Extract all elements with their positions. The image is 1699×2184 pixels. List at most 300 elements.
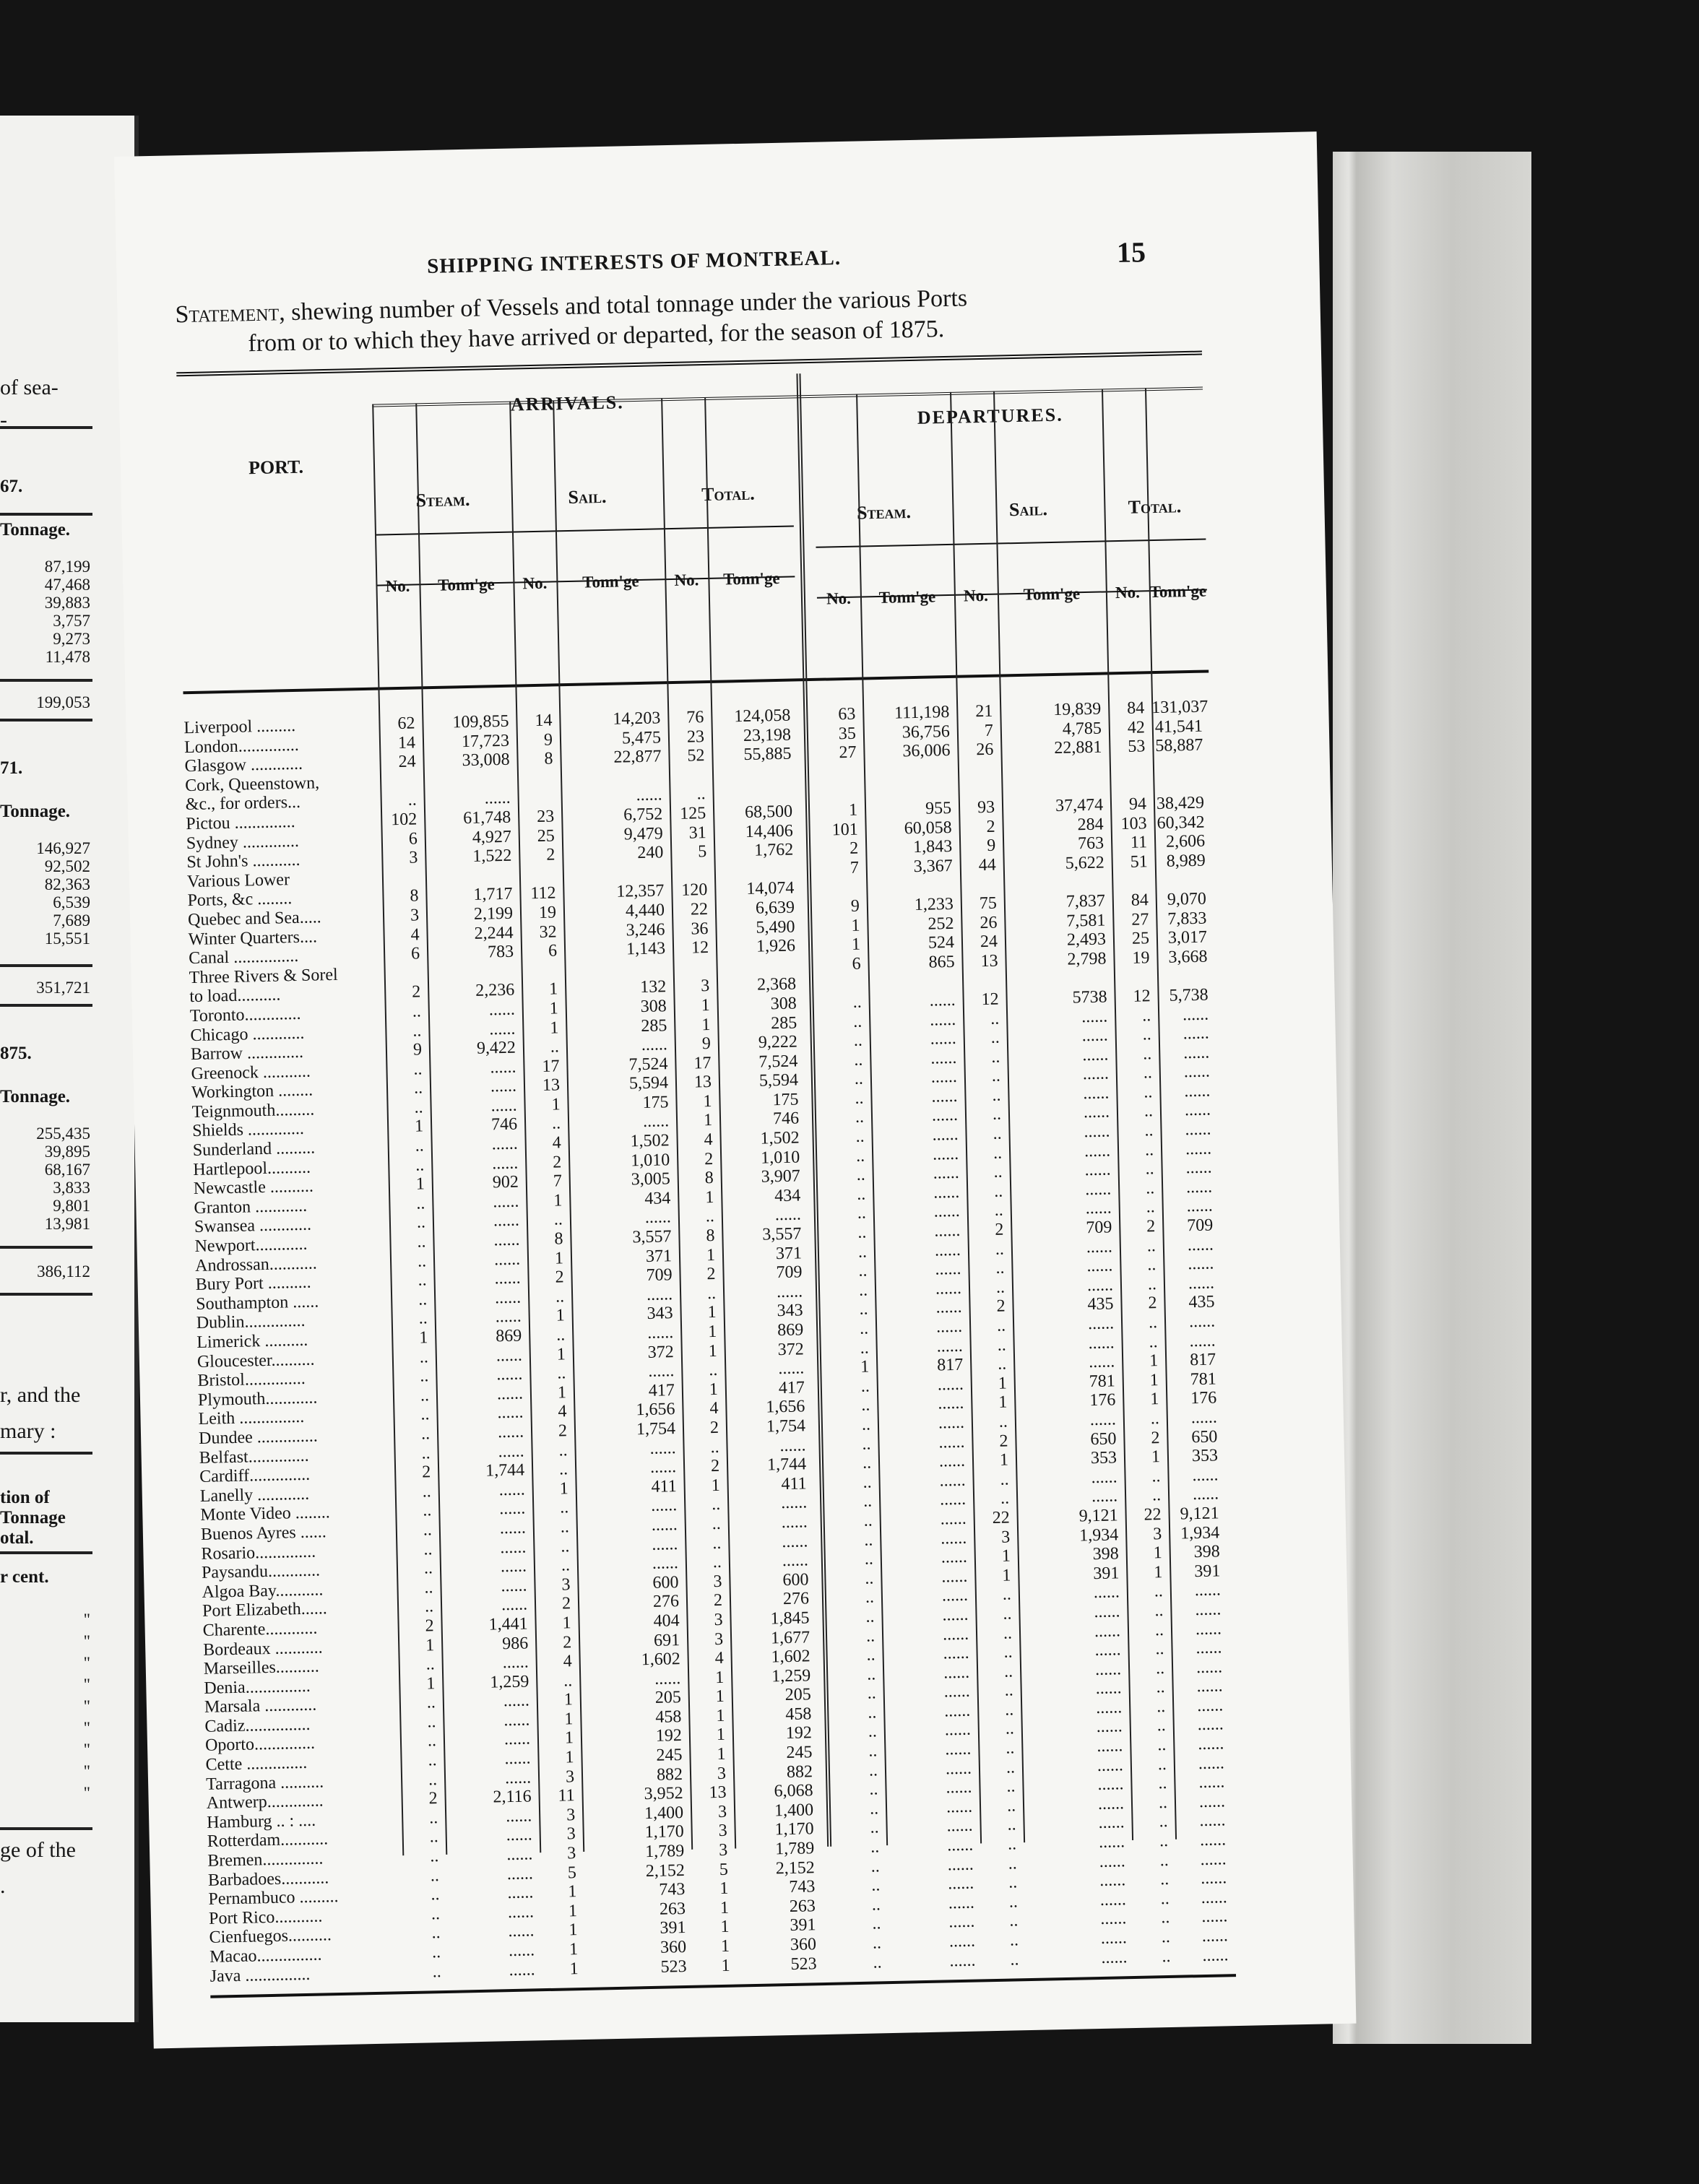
departures-total-tonnage: ...... xyxy=(1182,1005,1209,1024)
arrivals-total-no: 1 xyxy=(703,1091,712,1112)
departures-sail-no: .. xyxy=(992,1086,1001,1105)
arrivals-steam-no xyxy=(382,867,418,868)
departures-steam-no: 1 xyxy=(851,916,860,935)
departures-total-tonnage: ...... xyxy=(1196,1696,1224,1715)
departures-total-no: .. xyxy=(1159,1870,1170,1889)
left-page-text-14: 92,502 xyxy=(44,857,90,875)
arrivals-sail-tonnage: 1,143 xyxy=(626,939,666,959)
departures-steam-tonnage: ...... xyxy=(946,1816,973,1836)
arrivals-steam-tonnage: ...... xyxy=(503,1691,530,1711)
departures-steam-tonnage: ...... xyxy=(947,1855,974,1875)
no-header: No. xyxy=(1115,583,1141,602)
port-name: Buenos Ayres ...... xyxy=(200,1522,327,1544)
arrivals-sail-tonnage: 276 xyxy=(652,1592,680,1612)
departures-total-no: 3 xyxy=(1152,1524,1162,1543)
arrivals-steam-tonnage: ...... xyxy=(495,1306,522,1327)
departures-total-no: .. xyxy=(1155,1639,1164,1659)
departures-steam-tonnage: ...... xyxy=(938,1451,966,1471)
departures-total-tonnage: 60,342 xyxy=(1157,812,1205,833)
arrivals-steam-no: .. xyxy=(430,1866,440,1886)
arrivals-sail-tonnage: 14,203 xyxy=(613,708,661,729)
departures-steam-no: .. xyxy=(865,1587,875,1608)
port-name: Newcastle .......... xyxy=(193,1176,314,1199)
arrivals-sail-no: 2 xyxy=(558,1421,568,1441)
port-name: to load.......... xyxy=(189,985,281,1007)
left-page-rule xyxy=(0,426,92,429)
port-name: Dundee .............. xyxy=(198,1426,319,1448)
arrivals-total-no: 5 xyxy=(719,1860,729,1879)
arrivals-sail-tonnage: 458 xyxy=(655,1707,682,1727)
arrivals-steam-tonnage: 746 xyxy=(490,1115,518,1135)
left-page-text-11: 71. xyxy=(0,758,23,778)
arrivals-sail-no: 3 xyxy=(567,1844,576,1863)
arrivals-steam-no: .. xyxy=(421,1443,431,1463)
arrivals-total-tonnage: 192 xyxy=(785,1723,813,1743)
departures-sail-tonnage: ...... xyxy=(1099,1890,1127,1910)
left-page-text-31: tion of xyxy=(0,1488,50,1507)
arrivals-total-tonnage: 3,557 xyxy=(762,1224,802,1244)
arrivals-steam-tonnage: 986 xyxy=(501,1633,529,1653)
arrivals-steam-no: .. xyxy=(431,1923,441,1943)
arrivals-steam-no: 6 xyxy=(408,829,418,849)
departures-sail-tonnage: ...... xyxy=(1094,1640,1121,1660)
departures-sail-tonnage: 5738 xyxy=(1072,987,1107,1008)
departures-total-tonnage: ...... xyxy=(1201,1926,1229,1946)
port-name: Rotterdam........... xyxy=(207,1829,329,1852)
arrivals-total-tonnage: ...... xyxy=(782,1531,808,1551)
departures-total-no: .. xyxy=(1144,1140,1154,1160)
departures-sail-tonnage: ...... xyxy=(1098,1813,1125,1833)
arrivals-sail-tonnage: 1,754 xyxy=(636,1419,676,1439)
arrivals-steam-no: .. xyxy=(427,1731,437,1751)
port-name: Chicago ............ xyxy=(190,1023,305,1045)
departures-sail-tonnage: ...... xyxy=(1094,1602,1120,1621)
arrivals-total-tonnage: 434 xyxy=(774,1186,801,1206)
departures-steam-no: .. xyxy=(864,1549,874,1569)
departures-steam-no: .. xyxy=(869,1780,878,1799)
arrivals-sail-no: 4 xyxy=(563,1652,572,1671)
departures-steam-no xyxy=(821,781,857,782)
arrivals-steam-no: .. xyxy=(427,1712,436,1732)
departures-total-no: 94 xyxy=(1128,794,1147,814)
departures-total-tonnage: 353 xyxy=(1191,1446,1219,1466)
arrivals-steam-no: .. xyxy=(416,1194,425,1213)
running-head: SHIPPING INTERESTS OF MONTREAL. xyxy=(426,246,842,278)
arrivals-total-tonnage: 1,754 xyxy=(766,1416,806,1436)
arrivals-sail-no: 6 xyxy=(548,941,558,961)
departures-sail-no: .. xyxy=(993,1182,1003,1201)
arrivals-sail-no: 1 xyxy=(557,1383,567,1403)
shipping-table xyxy=(176,351,1237,2062)
arrivals-total-no: 1 xyxy=(711,1476,720,1495)
arrivals-total-no: 120 xyxy=(681,880,708,901)
left-page-text-19: 351,721 xyxy=(36,979,90,997)
departures-steam-no: .. xyxy=(852,992,862,1012)
arrivals-steam-tonnage: ...... xyxy=(504,1768,532,1788)
departures-total-tonnage: ...... xyxy=(1194,1580,1222,1600)
port-name: Quebec and Sea..... xyxy=(187,908,321,930)
departures-total-tonnage: 650 xyxy=(1191,1427,1218,1447)
left-page-text-45: . xyxy=(0,1874,6,1898)
departures-steam-tonnage: ...... xyxy=(929,1010,956,1030)
departures-sail-no: .. xyxy=(1007,1815,1016,1835)
arrivals-total-no: 76 xyxy=(686,708,704,727)
arrivals-total-no: 1 xyxy=(720,1918,730,1937)
departures-sail-no: .. xyxy=(991,1066,1001,1086)
left-page-text-39: " xyxy=(83,1697,90,1715)
departures-total-no: .. xyxy=(1159,1850,1169,1870)
arrivals-total-tonnage: ...... xyxy=(774,1205,802,1225)
departures-sail-no: 93 xyxy=(977,797,995,818)
departures-total-no: .. xyxy=(1141,1005,1151,1025)
departures-total-no: .. xyxy=(1151,1486,1162,1505)
arrivals-total-no: 31 xyxy=(688,823,706,843)
departures-sail-tonnage: ...... xyxy=(1081,1007,1108,1026)
departures-sail-no: .. xyxy=(1006,1738,1015,1758)
departures-steam-tonnage: ...... xyxy=(930,1048,957,1068)
arrivals-steam-tonnage: ...... xyxy=(490,1076,517,1096)
left-page-text-38: " xyxy=(83,1676,90,1694)
departures-total-tonnage: 3,017 xyxy=(1167,927,1208,948)
departures-steam-tonnage: ...... xyxy=(933,1164,959,1183)
departures-steam-no: .. xyxy=(855,1108,865,1127)
departures-total-no: .. xyxy=(1156,1696,1166,1717)
arrivals-steam-no: .. xyxy=(423,1501,432,1520)
left-page-rule xyxy=(0,1551,92,1554)
arrivals-total-no: 1 xyxy=(716,1725,726,1745)
arrivals-total-no: 3 xyxy=(717,1802,727,1821)
arrivals-steam-header: Steam. xyxy=(415,488,470,511)
departures-steam-tonnage: ...... xyxy=(933,1202,961,1222)
departures-sail-tonnage: ...... xyxy=(1100,1909,1127,1929)
departures-total-tonnage: 391 xyxy=(1194,1561,1221,1581)
departures-steam-tonnage: 865 xyxy=(928,952,955,972)
departures-steam-no: .. xyxy=(865,1607,875,1626)
arrivals-steam-no: 1 xyxy=(415,1174,425,1194)
arrivals-total-tonnage: 9,222 xyxy=(758,1032,798,1052)
departures-total-tonnage: ...... xyxy=(1198,1734,1224,1754)
arrivals-total-tonnage: 175 xyxy=(772,1090,799,1110)
departures-sail-tonnage: ...... xyxy=(1098,1832,1125,1852)
left-page-text-5: 47,468 xyxy=(44,576,90,594)
departures-sail-no: .. xyxy=(1008,1892,1019,1912)
arrivals-total-no: 3 xyxy=(714,1610,723,1629)
departures-total-tonnage: 5,738 xyxy=(1169,985,1209,1005)
departures-sail-no: 26 xyxy=(976,740,994,760)
arrivals-total-no: 1 xyxy=(716,1706,725,1725)
departures-total-tonnage: ...... xyxy=(1186,1196,1213,1216)
arrivals-steam-no: .. xyxy=(432,1962,441,1981)
arrivals-total-tonnage: 276 xyxy=(782,1589,810,1609)
arrivals-total-no: 3 xyxy=(718,1840,728,1860)
departures-sail-tonnage: ...... xyxy=(1086,1275,1114,1295)
port-name: Plymouth............ xyxy=(197,1388,318,1410)
departures-sail-no: .. xyxy=(1006,1796,1016,1816)
arrivals-steam-no: .. xyxy=(420,1405,430,1424)
port-name: Port Rico........... xyxy=(208,1907,323,1928)
departures-steam-tonnage: ...... xyxy=(948,1931,976,1951)
arrivals-sail-header: Sail. xyxy=(568,485,607,508)
departures-steam-tonnage: ...... xyxy=(948,1893,975,1913)
arrivals-total-tonnage: 709 xyxy=(776,1262,803,1283)
departures-total-tonnage: 398 xyxy=(1193,1542,1221,1562)
arrivals-sail-tonnage: 3,005 xyxy=(631,1169,671,1190)
departures-total-tonnage: 3,668 xyxy=(1168,947,1208,967)
departures-sail-tonnage: ...... xyxy=(1093,1582,1120,1603)
departures-total-no: .. xyxy=(1144,1101,1154,1121)
left-page-text-34: r cent. xyxy=(0,1567,49,1587)
departures-steam-no: .. xyxy=(862,1434,871,1454)
departures-total-no: 27 xyxy=(1131,909,1149,930)
departures-total-no: .. xyxy=(1158,1793,1168,1813)
arrivals-steam-tonnage: ...... xyxy=(498,1442,524,1461)
departures-sail-no: .. xyxy=(998,1412,1008,1431)
arrivals-sail-no: 112 xyxy=(530,883,556,904)
arrivals-steam-no: .. xyxy=(418,1309,428,1328)
departures-total-no: .. xyxy=(1146,1197,1156,1217)
departures-total-tonnage: ...... xyxy=(1184,1081,1211,1101)
departures-steam-no: 1 xyxy=(860,1357,870,1377)
arrivals-sail-tonnage: 417 xyxy=(648,1380,675,1400)
departures-sail-no: .. xyxy=(1010,1949,1019,1970)
arrivals-sail-tonnage: 1,502 xyxy=(630,1131,670,1151)
arrivals-total-tonnage: 14,406 xyxy=(745,821,793,841)
left-page-rule xyxy=(0,1827,92,1830)
departures-sail-no: 12 xyxy=(981,989,999,1010)
departures-steam-no: .. xyxy=(872,1914,881,1934)
port-name: Sunderland ......... xyxy=(192,1138,316,1161)
port-header: PORT. xyxy=(248,456,304,479)
caption-line-1: shewing number of Vessels and total tonnage under the various Ports xyxy=(285,285,968,326)
arrivals-sail-tonnage: 6,752 xyxy=(623,805,663,825)
departures-sail-no: .. xyxy=(1003,1604,1012,1624)
departures-steam-no: .. xyxy=(855,1146,865,1166)
arrivals-steam-tonnage: ...... xyxy=(497,1422,524,1442)
left-page-text-35: " xyxy=(83,1611,90,1629)
arrivals-total-no: 36 xyxy=(691,919,709,939)
departures-total-tonnage: 41,541 xyxy=(1154,716,1203,737)
departures-total-tonnage: 131,037 xyxy=(1151,697,1209,718)
departures-sail-no: 1 xyxy=(999,1450,1009,1470)
departures-total-tonnage: ...... xyxy=(1188,1273,1215,1294)
departures-total-no: .. xyxy=(1161,1908,1170,1928)
arrivals-sail-no: 2 xyxy=(562,1632,572,1652)
arrivals-sail-tonnage: 1,602 xyxy=(641,1650,680,1670)
arrivals-sail-no: 19 xyxy=(538,903,557,922)
departures-total-no: .. xyxy=(1147,1255,1157,1275)
arrivals-total-tonnage: 1,762 xyxy=(753,840,794,860)
arrivals-steam-tonnage: ...... xyxy=(494,1288,522,1308)
arrivals-sail-tonnage: 2,152 xyxy=(645,1860,686,1881)
arrivals-sail-tonnage: 1,400 xyxy=(644,1803,684,1824)
arrivals-steam-no: .. xyxy=(428,1808,438,1828)
departures-steam-no: .. xyxy=(858,1261,868,1281)
departures-total-no: 1 xyxy=(1150,1390,1159,1409)
arrivals-sail-no: 9 xyxy=(543,730,553,750)
arrivals-steam-no: .. xyxy=(418,1270,427,1290)
departures-sail-no: .. xyxy=(1006,1777,1016,1796)
arrivals-steam-no: .. xyxy=(413,1078,423,1098)
arrivals-sail-tonnage: ...... xyxy=(651,1515,678,1535)
arrivals-sail-tonnage: ...... xyxy=(647,1323,674,1343)
departures-total-tonnage: 9,070 xyxy=(1167,889,1207,909)
arrivals-sail-no: 5 xyxy=(567,1863,577,1883)
arrivals-total-no: 3 xyxy=(717,1764,727,1783)
arrivals-steam-tonnage: ...... xyxy=(502,1652,529,1673)
table-body xyxy=(183,697,1235,1986)
departures-total-tonnage: 781 xyxy=(1190,1369,1216,1389)
arrivals-total-no: .. xyxy=(706,1283,717,1303)
port-name: Charente............ xyxy=(202,1618,318,1640)
departures-steam-tonnage: ...... xyxy=(935,1317,963,1337)
arrivals-steam-no: .. xyxy=(429,1827,439,1847)
arrivals-sail-no: 1 xyxy=(551,1095,561,1114)
left-page-text-4: 87,199 xyxy=(44,558,90,576)
arrivals-steam-tonnage: ...... xyxy=(496,1384,524,1404)
departures-total-no: .. xyxy=(1146,1236,1157,1256)
port-name: Rosario.............. xyxy=(201,1542,316,1564)
arrivals-steam-tonnage: 109,855 xyxy=(452,711,509,732)
departures-sail-tonnage: 22,881 xyxy=(1054,737,1102,758)
arrivals-sail-no: 3 xyxy=(566,1806,576,1825)
arrivals-sail-no: .. xyxy=(563,1670,573,1691)
departures-steam-tonnage: ...... xyxy=(932,1144,959,1164)
arrivals-total-no: 3 xyxy=(713,1572,722,1591)
arrivals-steam-tonnage: ...... xyxy=(500,1556,527,1577)
arrivals-total-tonnage: 1,845 xyxy=(770,1608,810,1629)
departures-sail-no: .. xyxy=(994,1201,1004,1221)
arrivals-steam-no: 4 xyxy=(410,924,420,945)
departures-total-no: .. xyxy=(1142,1025,1151,1044)
departures-steam-tonnage: 3,367 xyxy=(913,856,954,876)
arrivals-total-no: 17 xyxy=(693,1053,712,1073)
arrivals-steam-tonnage: 1,744 xyxy=(485,1460,525,1481)
departures-sail-no: 9 xyxy=(986,836,996,856)
departures-sail-no: .. xyxy=(1005,1719,1015,1739)
departures-total-tonnage: 435 xyxy=(1188,1292,1215,1312)
arrivals-total-tonnage: 23,198 xyxy=(743,725,792,745)
departures-header: DEPARTURES. xyxy=(917,404,1063,428)
arrivals-sail-no: .. xyxy=(553,1210,563,1230)
arrivals-total-tonnage: 245 xyxy=(786,1743,813,1763)
arrivals-steam-no: .. xyxy=(425,1655,436,1674)
arrivals-total-no: 23 xyxy=(686,727,705,747)
arrivals-steam-no: 3 xyxy=(410,906,420,925)
arrivals-total-no: 4 xyxy=(714,1648,724,1668)
departures-steam-tonnage: ...... xyxy=(940,1528,967,1548)
departures-sail-no: 26 xyxy=(980,913,998,932)
arrivals-steam-tonnage: ...... xyxy=(491,1153,519,1174)
departures-steam-no: .. xyxy=(857,1204,867,1223)
arrivals-total-tonnage: 5,490 xyxy=(756,917,795,937)
departures-sail-no: .. xyxy=(1000,1488,1010,1509)
departures-total-tonnage: ...... xyxy=(1185,1177,1213,1197)
departures-total-no: 2 xyxy=(1151,1428,1160,1447)
arrivals-total-tonnage: 2,368 xyxy=(756,974,797,994)
departures-steam-no: .. xyxy=(855,1127,865,1146)
port-name: Belfast.............. xyxy=(199,1446,309,1468)
arrivals-sail-tonnage: ...... xyxy=(646,1285,673,1304)
port-name: Oporto.............. xyxy=(204,1734,316,1756)
departures-steam-no: .. xyxy=(863,1511,873,1530)
departures-total-no: 84 xyxy=(1130,890,1149,910)
arrivals-total-tonnage: 1,502 xyxy=(760,1128,800,1148)
departures-steam-tonnage: ...... xyxy=(939,1470,966,1491)
departures-steam-tonnage: ...... xyxy=(949,1951,976,1970)
arrivals-total-tonnage: 3,907 xyxy=(761,1166,800,1187)
tonnage-header: Tonn'ge xyxy=(1149,581,1207,602)
arrivals-total-tonnage: 1,926 xyxy=(756,936,796,956)
departures-sail-tonnage: 763 xyxy=(1077,833,1104,854)
departures-total-tonnage: ...... xyxy=(1196,1676,1223,1696)
arrivals-sail-tonnage: ...... xyxy=(650,1496,678,1516)
departures-steam-no: 9 xyxy=(850,896,860,916)
arrivals-sail-tonnage: 7,524 xyxy=(628,1054,668,1075)
arrivals-sail-no: 1 xyxy=(565,1748,574,1767)
left-page-text-13: 146,927 xyxy=(36,839,90,857)
subheader-rule xyxy=(375,525,794,535)
arrivals-steam-no: 102 xyxy=(390,810,418,830)
arrivals-sail-tonnage: 263 xyxy=(659,1899,686,1919)
departures-total-tonnage: ...... xyxy=(1195,1618,1222,1639)
port-name: Granton ............ xyxy=(194,1196,308,1218)
arrivals-sail-no xyxy=(519,864,555,865)
departures-total-no xyxy=(1110,756,1146,757)
arrivals-total-tonnage: 343 xyxy=(777,1301,803,1321)
arrivals-steam-tonnage: 1,522 xyxy=(472,846,512,867)
left-page-text-23: 39,895 xyxy=(44,1143,90,1161)
departures-steam-tonnage: ...... xyxy=(948,1912,975,1932)
departures-total-no: 51 xyxy=(1130,852,1148,872)
departures-steam-no: .. xyxy=(864,1530,873,1550)
departures-sail-tonnage: ...... xyxy=(1091,1486,1118,1507)
departures-steam-no: .. xyxy=(871,1895,881,1915)
departures-total-no: 1 xyxy=(1151,1447,1161,1467)
page-number: 15 xyxy=(1116,235,1146,269)
arrivals-steam-no: .. xyxy=(424,1597,434,1616)
left-page-text-16: 6,539 xyxy=(53,893,90,911)
departures-total-no: .. xyxy=(1157,1736,1167,1755)
left-page-rule xyxy=(0,1246,92,1249)
arrivals-steam-tonnage: 4,927 xyxy=(472,827,512,847)
departures-total-no: .. xyxy=(1159,1812,1168,1832)
departures-steam-tonnage: ...... xyxy=(935,1298,962,1317)
arrivals-sail-tonnage: 691 xyxy=(653,1630,680,1650)
arrivals-sail-tonnage: 3,952 xyxy=(644,1784,683,1804)
arrivals-total-no: 1 xyxy=(701,995,711,1015)
departures-sail-no: .. xyxy=(991,1047,1000,1067)
arrivals-total-no: .. xyxy=(712,1533,722,1553)
left-page-text-0: of sea- xyxy=(0,376,59,399)
departures-sail-no: .. xyxy=(1008,1873,1018,1892)
arrivals-steam-tonnage: ...... xyxy=(508,1921,535,1941)
departures-sail-tonnage: ...... xyxy=(1094,1621,1121,1641)
left-page-rule xyxy=(0,513,92,516)
departures-sail-no: 2 xyxy=(996,1296,1006,1317)
departures-total-no: .. xyxy=(1158,1774,1167,1793)
arrivals-sail-no: .. xyxy=(557,1364,566,1383)
departures-steam-tonnage: ...... xyxy=(940,1509,967,1529)
departures-total-tonnage: ...... xyxy=(1190,1408,1218,1428)
departures-steam-no: .. xyxy=(865,1569,874,1588)
departures-sail-tonnage: 709 xyxy=(1086,1218,1112,1238)
port-name: Sydney ............. xyxy=(186,831,300,853)
no-header: No. xyxy=(522,573,548,593)
arrivals-total-tonnage: 2,152 xyxy=(775,1858,816,1878)
departures-sail-tonnage: ...... xyxy=(1089,1410,1117,1430)
departures-steam-no: .. xyxy=(859,1319,869,1338)
departures-total-tonnage: ...... xyxy=(1200,1868,1227,1889)
